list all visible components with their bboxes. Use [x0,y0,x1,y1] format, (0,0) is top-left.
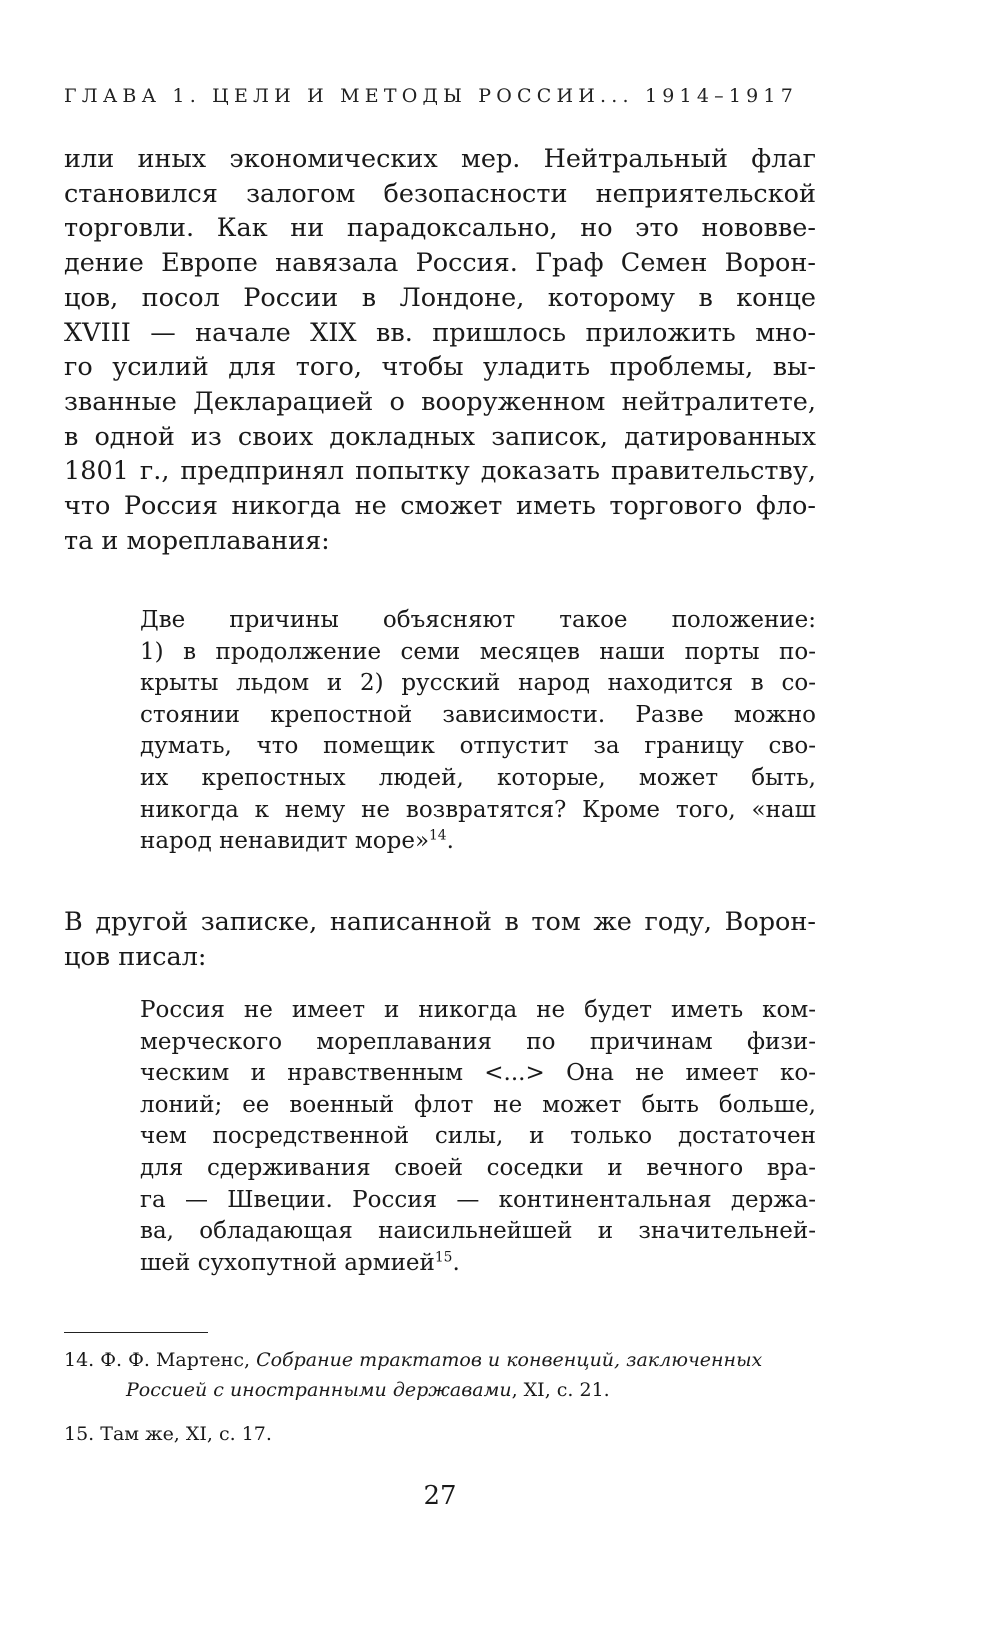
quote-line: крыты льдом и 2) русский народ находится в со- [140,670,816,697]
quote-line: думать, что помещик отпустит за границу сво- [140,733,816,760]
block-quote-1 [140,605,816,858]
paragraph-line: 1801 г., предпринял попытку доказать правительству, [64,456,816,487]
quote-line: для сдерживания своей соседки и вечного вра- [140,1154,816,1181]
footnote-number: 14. [64,1349,95,1371]
quote-line: Две причины объясняют такое положение: [140,607,816,633]
paragraph-line: в одной из своих докладных записок, датированных [64,421,816,452]
paragraph-line: та и мореплавания: [64,525,330,556]
quote-line: Россия не имеет и никогда не будет иметь ком- [140,997,816,1023]
paragraph-line: XVIII — начале XIX вв. пришлось приложить мно- [64,317,816,348]
footnote-divider [64,1332,208,1333]
paragraph-line: дение Европе навязала Россия. Граф Семен Ворон- [64,248,816,279]
quote-line: ва, обладающая наисильнейшей и значительней- [140,1218,816,1245]
paragraph-line: цов, посол России в Лондоне, которому в конце [64,282,816,313]
footnote-15 [64,1419,824,1449]
paragraph-line: торговли. Как ни парадоксально, но это нововве- [64,213,816,244]
quote-line [140,1248,816,1280]
paragraph-line: становился залогом безопасности неприятельской [64,178,816,209]
paragraph-line: цов писал: [64,941,207,972]
footnote-author: Ф. Ф. Мартенс, [100,1349,251,1371]
paragraph-line: В другой записке, написанной в том же году, Ворон- [64,907,816,937]
paragraph-line: званные Декларацией о вооруженном нейтралитете, [64,386,816,417]
quote-line: мерческого мореплавания по причинам физи- [140,1028,816,1055]
footnote-reference[interactable]: 15 [434,1249,453,1266]
quote-line-text: народ ненавидит море» [140,828,430,855]
sentence-end: . [446,828,454,855]
block-quote-2 [140,995,816,1279]
quote-line: никогда к нему не возвратятся? Кроме того, «наш [140,796,816,823]
page-number: 27 [423,1481,457,1511]
quote-line: га — Швеции. Россия — континентальная держа- [140,1186,816,1213]
quote-line [140,826,816,858]
quote-line: чем посредственной силы, и только достаточен [140,1123,816,1150]
paragraph-line: что Россия никогда не сможет иметь торгового фло- [64,491,816,522]
footnote-text: Там же, XI, с. 17. [100,1423,272,1445]
footnote-reference[interactable]: 14 [429,827,447,844]
paragraph-line: или иных экономических мер. Нейтральный флаг [64,144,816,174]
main-paragraph-2 [64,905,816,974]
quote-line: ческим и нравственным <...> Она не имеет ко- [140,1060,816,1087]
quote-line-text: шей сухопутной армией [140,1249,435,1276]
running-header: ГЛАВА 1. ЦЕЛИ И МЕТОДЫ РОССИИ... 1914–1917 [64,85,798,107]
footnote-number: 15. [64,1423,95,1445]
paragraph-line: го усилий для того, чтобы уладить проблемы, вы- [64,352,816,383]
quote-line: лоний; ее военный флот не может быть больше, [140,1091,816,1118]
sentence-end: . [452,1249,460,1276]
footnote-source-ref: , XI, с. 21. [511,1379,610,1401]
quote-line: стоянии крепостной зависимости. Разве можно [140,701,816,728]
quote-line: их крепостных людей, которые, может быть, [140,764,816,791]
footnote-14 [64,1345,824,1405]
main-paragraph-1 [64,142,816,558]
quote-line: 1) в продолжение семи месяцев наши порты по- [140,638,816,665]
footnote-title: Собрание трактатов и конвенций, заключенных [256,1349,763,1371]
footnote-title-continued: Россией с иностранными державами [126,1379,512,1401]
